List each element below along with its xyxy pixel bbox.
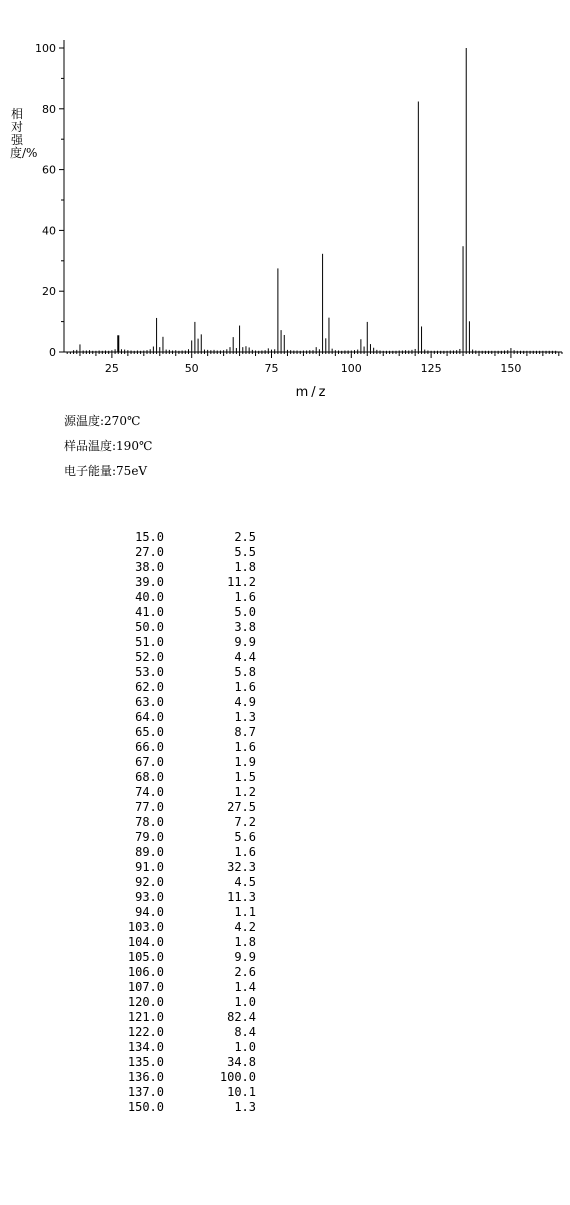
table-row <box>96 980 256 995</box>
mz-cell: 64.0 <box>135 710 164 724</box>
intensity-cell: 1.0 <box>234 1040 256 1054</box>
intensity-cell: 4.5 <box>234 875 256 889</box>
intensity-cell: 8.4 <box>234 1025 256 1039</box>
mz-cell: 121.0 <box>127 1010 164 1024</box>
table-row <box>96 620 256 635</box>
y-tick-label: 40 <box>42 224 56 238</box>
mz-cell: 66.0 <box>135 740 164 754</box>
table-row <box>96 890 256 905</box>
intensity-cell: 1.8 <box>234 560 256 574</box>
mz-cell: 94.0 <box>135 905 164 919</box>
table-row <box>96 1010 256 1025</box>
mz-cell: 135.0 <box>127 1055 164 1069</box>
table-row <box>96 770 256 785</box>
y-tick-label: 80 <box>42 102 56 116</box>
mz-cell: 51.0 <box>135 635 164 649</box>
x-tick-label: 125 <box>420 362 442 375</box>
mz-cell: 15.0 <box>135 530 164 544</box>
intensity-cell: 7.2 <box>234 815 256 829</box>
intensity-cell: 9.9 <box>234 635 256 649</box>
table-row <box>96 575 256 590</box>
mz-cell: 93.0 <box>135 890 164 904</box>
table-row <box>96 995 256 1010</box>
table-row <box>96 830 256 845</box>
mz-cell: 65.0 <box>135 725 164 739</box>
intensity-cell: 11.2 <box>227 575 256 589</box>
intensity-cell: 32.3 <box>227 860 256 874</box>
intensity-cell: 1.1 <box>234 905 256 919</box>
table-row <box>96 785 256 800</box>
table-row <box>96 800 256 815</box>
intensity-cell: 100.0 <box>219 1070 256 1084</box>
intensity-cell: 1.6 <box>234 590 256 604</box>
mz-cell: 40.0 <box>135 590 164 604</box>
mz-cell: 120.0 <box>127 995 164 1009</box>
x-axis-label: m/z <box>295 385 329 400</box>
x-tick-label: 150 <box>500 362 522 375</box>
source-temperature: 源温度:270℃ <box>64 414 141 428</box>
intensity-cell: 1.8 <box>234 935 256 949</box>
y-tick-label: 60 <box>42 163 56 177</box>
intensity-cell: 10.1 <box>227 1085 256 1099</box>
mz-cell: 53.0 <box>135 665 164 679</box>
intensity-cell: 1.5 <box>234 770 256 784</box>
table-row <box>96 605 256 620</box>
table-row <box>96 935 256 950</box>
table-row <box>96 680 256 695</box>
intensity-cell: 11.3 <box>227 890 256 904</box>
mz-cell: 62.0 <box>135 680 164 694</box>
table-row <box>96 590 256 605</box>
table-row <box>96 1025 256 1040</box>
mz-cell: 103.0 <box>127 920 164 934</box>
mz-cell: 106.0 <box>127 965 164 979</box>
mz-cell: 107.0 <box>127 980 164 994</box>
axes-layer <box>35 40 562 400</box>
y-tick-label: 100 <box>35 42 56 55</box>
table-row <box>96 650 256 665</box>
mz-cell: 41.0 <box>135 605 164 619</box>
mz-cell: 150.0 <box>127 1100 164 1114</box>
table-row <box>96 755 256 770</box>
table-row <box>96 1100 256 1115</box>
intensity-cell: 1.9 <box>234 755 256 769</box>
peak-table <box>96 530 256 1115</box>
intensity-cell: 3.8 <box>234 620 256 634</box>
mz-cell: 74.0 <box>135 785 164 799</box>
table-row <box>96 1040 256 1055</box>
mz-cell: 89.0 <box>135 845 164 859</box>
table-row <box>96 1055 256 1070</box>
table-row <box>96 740 256 755</box>
table-row <box>96 695 256 710</box>
intensity-cell: 5.6 <box>234 830 256 844</box>
intensity-cell: 4.9 <box>234 695 256 709</box>
table-row <box>96 920 256 935</box>
intensity-cell: 1.0 <box>234 995 256 1009</box>
intensity-cell: 2.6 <box>234 965 256 979</box>
intensity-cell: 2.5 <box>234 530 256 544</box>
mz-cell: 136.0 <box>127 1070 164 1084</box>
intensity-cell: 1.6 <box>234 680 256 694</box>
mz-cell: 79.0 <box>135 830 164 844</box>
x-tick-label: 75 <box>264 362 279 375</box>
peaks-layer <box>74 48 556 352</box>
table-row <box>96 875 256 890</box>
intensity-cell: 1.3 <box>234 710 256 724</box>
mass-spectrum-chart <box>0 0 570 400</box>
intensity-cell: 1.6 <box>234 740 256 754</box>
x-tick-label: 50 <box>184 362 199 375</box>
table-row <box>96 710 256 725</box>
table-row <box>96 950 256 965</box>
mz-cell: 38.0 <box>135 560 164 574</box>
table-row <box>96 725 256 740</box>
intensity-cell: 27.5 <box>227 800 256 814</box>
electron-energy: 电子能量:75eV <box>64 464 148 478</box>
intensity-cell: 1.6 <box>234 845 256 859</box>
intensity-cell: 5.0 <box>234 605 256 619</box>
mz-cell: 104.0 <box>127 935 164 949</box>
intensity-cell: 4.4 <box>234 650 256 664</box>
intensity-cell: 5.8 <box>234 665 256 679</box>
mz-cell: 68.0 <box>135 770 164 784</box>
intensity-cell: 1.4 <box>234 980 256 994</box>
y-tick-label: 20 <box>42 285 56 299</box>
x-tick-label: 25 <box>104 362 119 375</box>
mz-cell: 78.0 <box>135 815 164 829</box>
mz-cell: 50.0 <box>135 620 164 634</box>
table-row <box>96 905 256 920</box>
mz-cell: 67.0 <box>135 755 164 769</box>
table-row <box>96 1085 256 1100</box>
table-row <box>96 665 256 680</box>
intensity-cell: 9.9 <box>234 950 256 964</box>
intensity-cell: 4.2 <box>234 920 256 934</box>
mz-cell: 39.0 <box>135 575 164 589</box>
mz-cell: 27.0 <box>135 545 164 559</box>
table-row <box>96 560 256 575</box>
table-row <box>96 845 256 860</box>
mz-cell: 91.0 <box>135 860 164 874</box>
intensity-cell: 8.7 <box>234 725 256 739</box>
table-row <box>96 545 256 560</box>
x-tick-label: 100 <box>340 362 362 375</box>
table-row <box>96 1070 256 1085</box>
intensity-cell: 5.5 <box>234 545 256 559</box>
table-row <box>96 860 256 875</box>
intensity-cell: 1.3 <box>234 1100 256 1114</box>
y-axis-label: 相对强度/% <box>10 107 38 160</box>
table-row <box>96 530 256 545</box>
mz-cell: 63.0 <box>135 695 164 709</box>
intensity-cell: 1.2 <box>234 785 256 799</box>
mz-cell: 134.0 <box>127 1040 164 1054</box>
intensity-cell: 34.8 <box>227 1055 256 1069</box>
mz-cell: 52.0 <box>135 650 164 664</box>
sample-temperature: 样品温度:190℃ <box>64 439 153 453</box>
mz-cell: 105.0 <box>127 950 164 964</box>
mz-cell: 137.0 <box>127 1085 164 1099</box>
mz-cell: 92.0 <box>135 875 164 889</box>
mz-cell: 122.0 <box>127 1025 164 1039</box>
table-row <box>96 965 256 980</box>
table-row <box>96 635 256 650</box>
mz-cell: 77.0 <box>135 800 164 814</box>
intensity-cell: 82.4 <box>227 1010 256 1024</box>
table-row <box>96 815 256 830</box>
y-tick-label: 0 <box>49 346 56 359</box>
